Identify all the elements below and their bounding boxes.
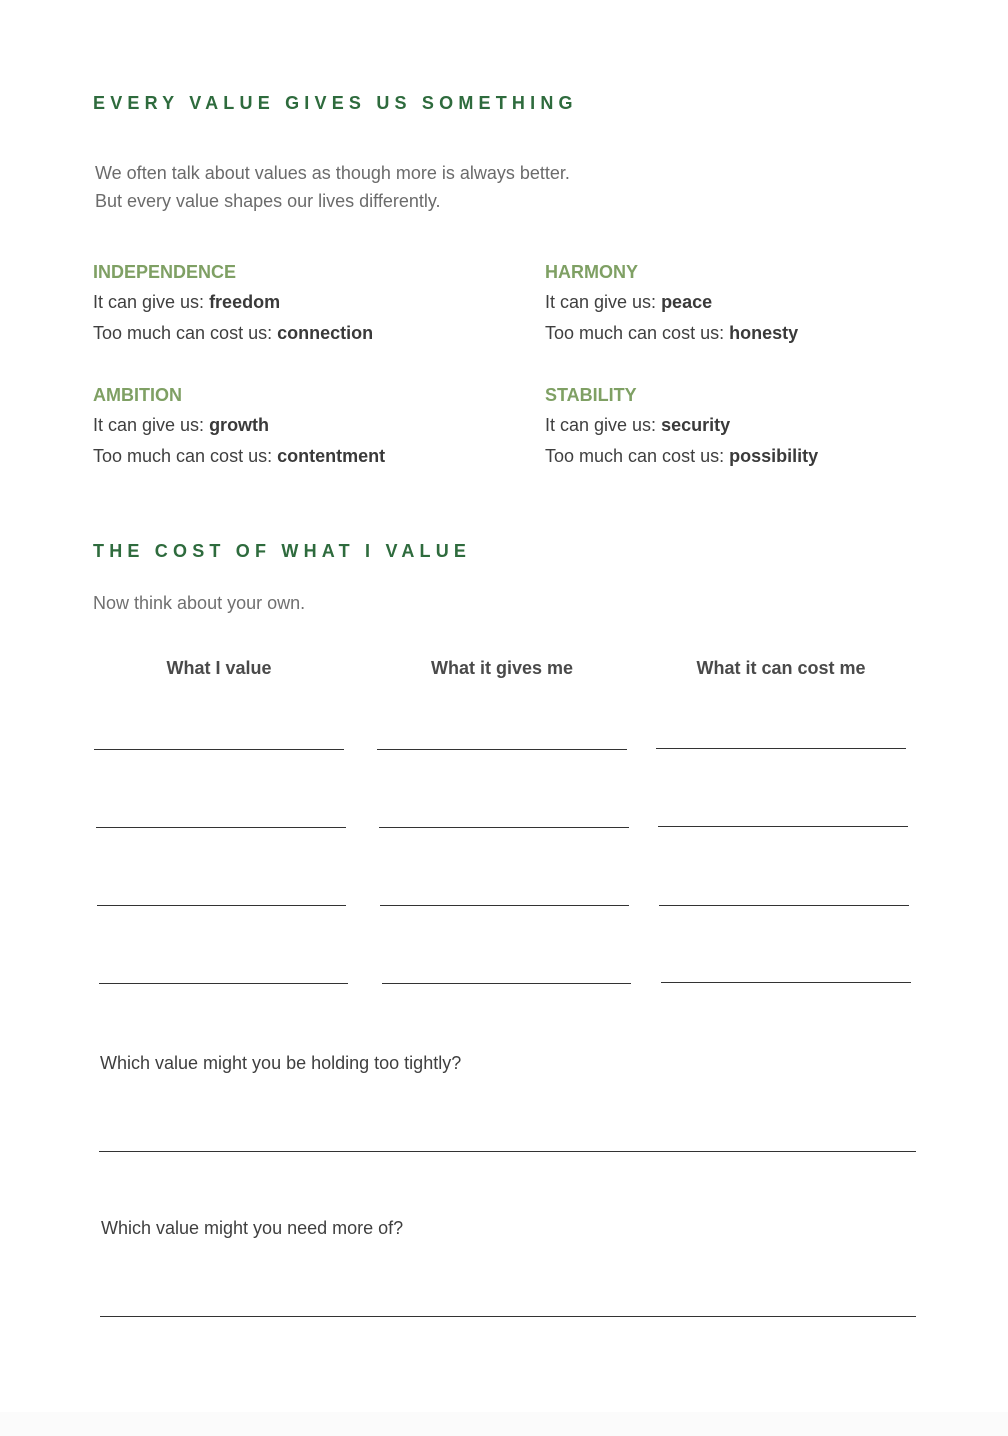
- value-block-stability: [545, 385, 818, 467]
- write-line-cost-4[interactable]: [661, 982, 911, 983]
- write-line-gives-1[interactable]: [377, 749, 627, 750]
- column-header-gives: What it gives me: [430, 658, 574, 678]
- value-gives-line: It can give us: growth: [93, 415, 270, 435]
- intro-text: [95, 159, 570, 215]
- question-need-more: Which value might you need more of?: [101, 1218, 404, 1238]
- value-name: HARMONY: [545, 262, 638, 282]
- section-intro: Now think about your own.: [93, 593, 306, 613]
- answer-line-need-more[interactable]: [100, 1316, 916, 1317]
- value-name: STABILITY: [545, 385, 637, 405]
- write-line-cost-3[interactable]: [659, 905, 909, 906]
- write-line-gives-3[interactable]: [380, 905, 629, 906]
- section-title-values: EVERY VALUE GIVES US SOMETHING: [93, 93, 578, 113]
- write-line-cost-2[interactable]: [658, 826, 908, 827]
- value-gives: growth: [209, 415, 270, 435]
- section-title-cost: THE COST OF WHAT I VALUE: [93, 541, 472, 561]
- write-line-gives-2[interactable]: [379, 827, 629, 828]
- write-line-value-1[interactable]: [94, 749, 344, 750]
- write-line-cost-1[interactable]: [656, 748, 906, 749]
- answer-line-holding-tightly[interactable]: [99, 1151, 916, 1152]
- write-line-value-2[interactable]: [96, 827, 346, 828]
- value-gives: peace: [661, 292, 713, 312]
- value-block-ambition: [93, 385, 385, 467]
- value-cost-line: Too much can cost us: honesty: [545, 323, 799, 343]
- value-cost: honesty: [729, 323, 799, 343]
- value-cost-line: Too much can cost us: possibility: [545, 446, 819, 466]
- column-header-cost: What it can cost me: [696, 658, 866, 678]
- value-cost: possibility: [729, 446, 819, 466]
- value-gives-line: It can give us: peace: [545, 292, 713, 312]
- value-cost: contentment: [277, 446, 386, 466]
- value-block-harmony: [545, 262, 798, 344]
- column-header-value: What I value: [166, 658, 272, 678]
- write-line-value-3[interactable]: [97, 905, 346, 906]
- intro-line-1: We often talk about values as though more is always better.: [95, 163, 570, 183]
- value-cost-line: Too much can cost us: connection: [93, 323, 374, 343]
- question-holding-tightly: Which value might you be holding too tightly?: [100, 1053, 462, 1073]
- value-gives-line: It can give us: security: [545, 415, 731, 435]
- value-gives: freedom: [209, 292, 281, 312]
- value-name: INDEPENDENCE: [93, 262, 237, 282]
- value-cost: connection: [277, 323, 374, 343]
- write-line-gives-4[interactable]: [382, 983, 631, 984]
- write-line-value-4[interactable]: [99, 983, 348, 984]
- value-cost-line: Too much can cost us: contentment: [93, 446, 386, 466]
- intro-line-2: But every value shapes our lives differently.: [95, 191, 441, 211]
- value-block-independence: [93, 262, 373, 344]
- value-gives: security: [661, 415, 731, 435]
- value-gives-line: It can give us: freedom: [93, 292, 281, 312]
- page-bottom-band: [0, 1412, 1008, 1436]
- value-name: AMBITION: [93, 385, 182, 405]
